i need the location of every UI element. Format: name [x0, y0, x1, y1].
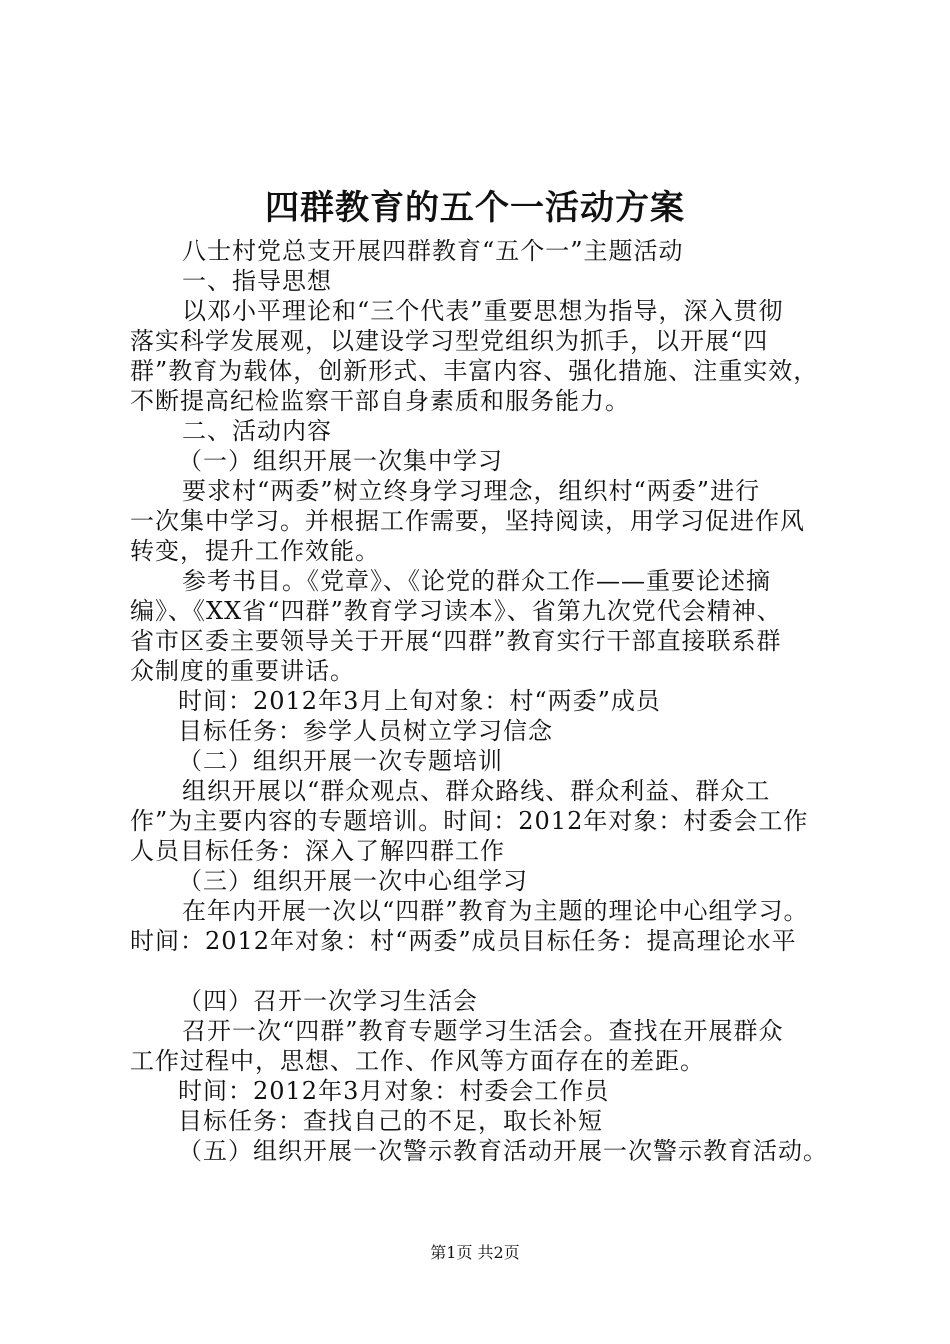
document-body [130, 236, 840, 1166]
paragraph-line: 组织开展以“群众观点、群众路线、群众利益、群众工 [182, 777, 771, 805]
paragraph-line: 参考书目。《党章》、《论党的群众工作——重要论述摘 [182, 567, 771, 595]
paragraph-line: 要求村“两委”树立终身学习理念，组织村“两委”进行 [182, 477, 761, 505]
subsection-heading: （五）组织开展一次警示教育活动开展一次警示教育活动。 [178, 1137, 828, 1165]
paragraph-line: 时间：2012年对象：村“两委”成员目标任务：提高理论水平 [130, 927, 797, 955]
paragraph-line: 不断提高纪检监察干部自身素质和服务能力。 [130, 387, 630, 415]
page-footer: 第1页 共2页 [430, 1243, 520, 1262]
paragraph-line: 人员目标任务：深入了解四群工作 [130, 837, 505, 865]
paragraph-line: 时间：2012年3月对象：村委会工作员 [178, 1077, 610, 1105]
blank-line [130, 956, 840, 986]
paragraph-line: 目标任务：参学人员树立学习信念 [178, 717, 553, 745]
section-heading: 一、指导思想 [182, 267, 332, 295]
paragraph-line: 时间：2012年3月上旬对象：村“两委”成员 [178, 687, 661, 715]
subsection-heading: （三）组织开展一次中心组学习 [178, 867, 528, 895]
paragraph-line: 一次集中学习。并根据工作需要，坚持阅读，用学习促进作风 [130, 507, 805, 535]
paragraph-line: 作”为主要内容的专题培训。时间：2012年对象：村委会工作 [130, 807, 809, 835]
subsection-heading: （二）组织开展一次专题培训 [178, 747, 503, 775]
paragraph-line: 以邓小平理论和“三个代表”重要思想为指导，深入贯彻 [182, 297, 784, 325]
subtitle-line: 八士村党总支开展四群教育“五个一”主题活动 [182, 237, 684, 265]
subsection-heading: （四）召开一次学习生活会 [178, 987, 478, 1015]
paragraph-line: 省市区委主要领导关于开展“四群”教育实行干部直接联系群 [130, 627, 782, 655]
subsection-heading: （一）组织开展一次集中学习 [178, 447, 503, 475]
section-heading: 二、活动内容 [182, 417, 332, 445]
paragraph-line: 群”教育为载体，创新形式、丰富内容、强化措施、注重实效， [130, 357, 819, 385]
paragraph-line: 编》、《XX省“四群”教育学习读本》、省第九次党代会精神、 [130, 597, 782, 625]
paragraph-line: 在年内开展一次以“四群”教育为主题的理论中心组学习。 [182, 897, 809, 925]
paragraph-line: 目标任务：查找自己的不足，取长补短 [178, 1107, 603, 1135]
paragraph-line: 召开一次“四群”教育专题学习生活会。查找在开展群众 [182, 1017, 784, 1045]
document-title: 四群教育的五个一活动方案 [265, 188, 685, 228]
paragraph-line: 转变，提升工作效能。 [130, 537, 380, 565]
paragraph-line: 工作过程中，思想、工作、作风等方面存在的差距。 [130, 1047, 705, 1075]
paragraph-line: 落实科学发展观，以建设学习型党组织为抓手，以开展“四 [130, 327, 769, 355]
paragraph-line: 众制度的重要讲话。 [130, 657, 355, 685]
